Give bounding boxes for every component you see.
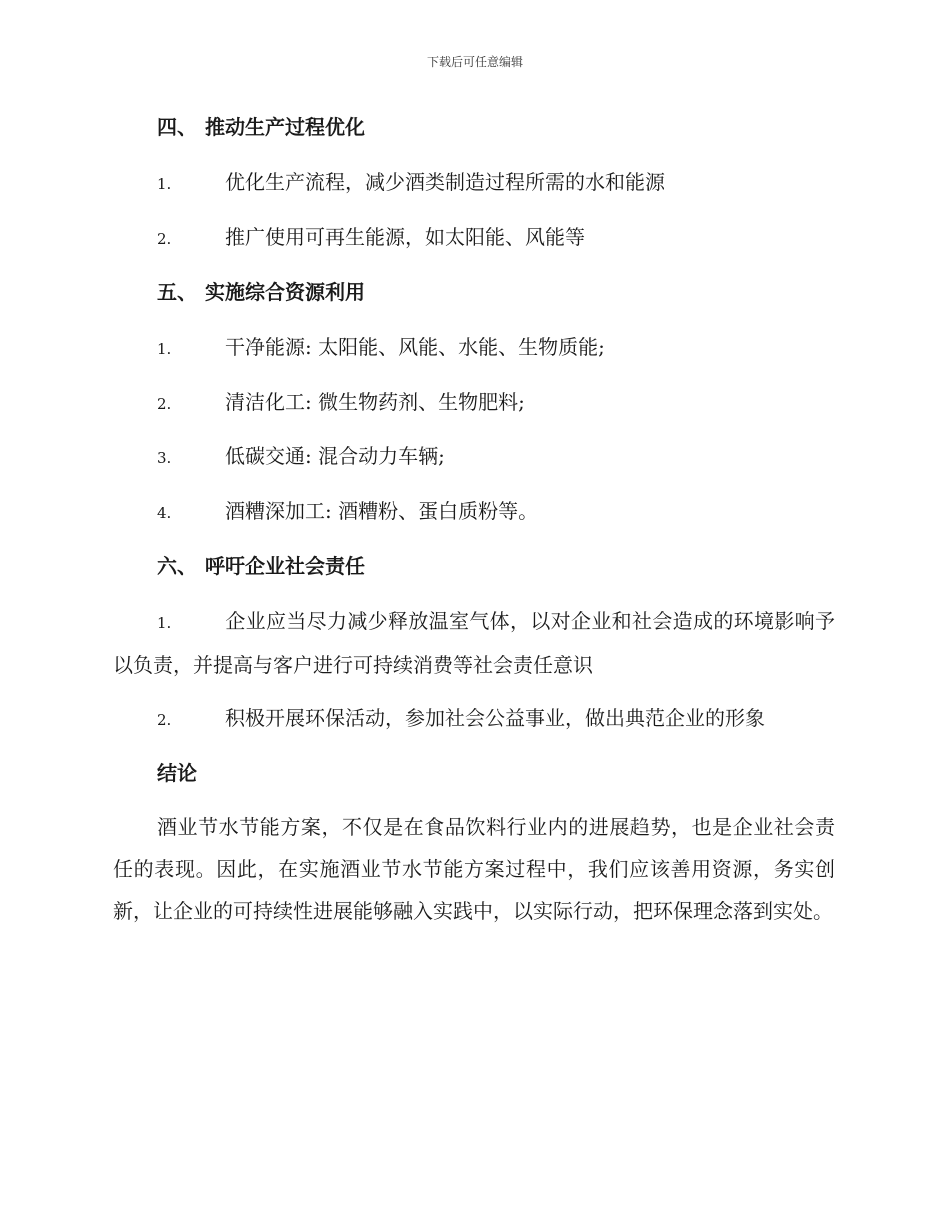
list-text: 酒糟深加工: 酒糟粉、蛋白质粉等。	[225, 499, 539, 523]
section-5-item-1	[157, 332, 605, 364]
list-text: 低碳交通: 混合动力车辆;	[225, 444, 445, 468]
section-4-heading	[157, 112, 365, 142]
list-number: 3.	[157, 449, 172, 467]
list-number: 1.	[157, 175, 172, 193]
section-6-title: 呼吁企业社会责任	[205, 554, 365, 578]
list-text: 推广使用可再生能源，如太阳能、风能等	[225, 225, 585, 249]
list-text: 清洁化工: 微生物药剂、生物肥料;	[225, 390, 525, 414]
section-4-number: 四、	[157, 115, 197, 139]
list-text: 积极开展环保活动，参加社会公益事业，做出典范企业的形象	[225, 706, 765, 730]
section-6-item-1	[113, 600, 835, 686]
section-4-item-2	[157, 222, 585, 254]
list-number: 2.	[157, 395, 172, 413]
conclusion-heading	[157, 758, 197, 788]
list-number: 1.	[157, 614, 172, 632]
list-number: 4.	[157, 504, 172, 522]
section-5-title: 实施综合资源利用	[205, 280, 365, 304]
list-number: 2.	[157, 711, 172, 729]
section-6-item-2	[157, 703, 765, 735]
list-text: 企业应当尽力减少释放温室气体，以对企业和社会造成的环境影响予以负责，并提高与客户进行可持续消费等社会责任意识	[113, 609, 835, 677]
list-number: 1.	[157, 340, 172, 358]
section-6-number: 六、	[157, 554, 197, 578]
list-number: 2.	[157, 230, 172, 248]
conclusion-title: 结论	[157, 761, 197, 785]
section-4-item-1	[157, 167, 665, 199]
page-header: 下载后可任意编辑	[426, 55, 523, 69]
list-text: 优化生产流程，减少酒类制造过程所需的水和能源	[225, 170, 665, 194]
section-5-heading	[157, 277, 365, 307]
conclusion-paragraph: 酒业节水节能方案，不仅是在食品饮料行业内的进展趋势，也是企业社会责任的表现。因此，在实施酒业节水节能方案过程中，我们应该善用资源，务实创新，让企业的可持续性进展能够融入实践中，以实际行动，把环保理念落到实处。	[113, 815, 835, 923]
list-text: 干净能源: 太阳能、风能、水能、生物质能;	[225, 335, 605, 359]
section-6-heading	[157, 551, 365, 581]
section-5-item-2	[157, 387, 525, 419]
section-5-item-4	[157, 496, 538, 528]
section-4-title: 推动生产过程优化	[205, 115, 365, 139]
section-5-number: 五、	[157, 280, 197, 304]
section-5-item-3	[157, 441, 445, 473]
